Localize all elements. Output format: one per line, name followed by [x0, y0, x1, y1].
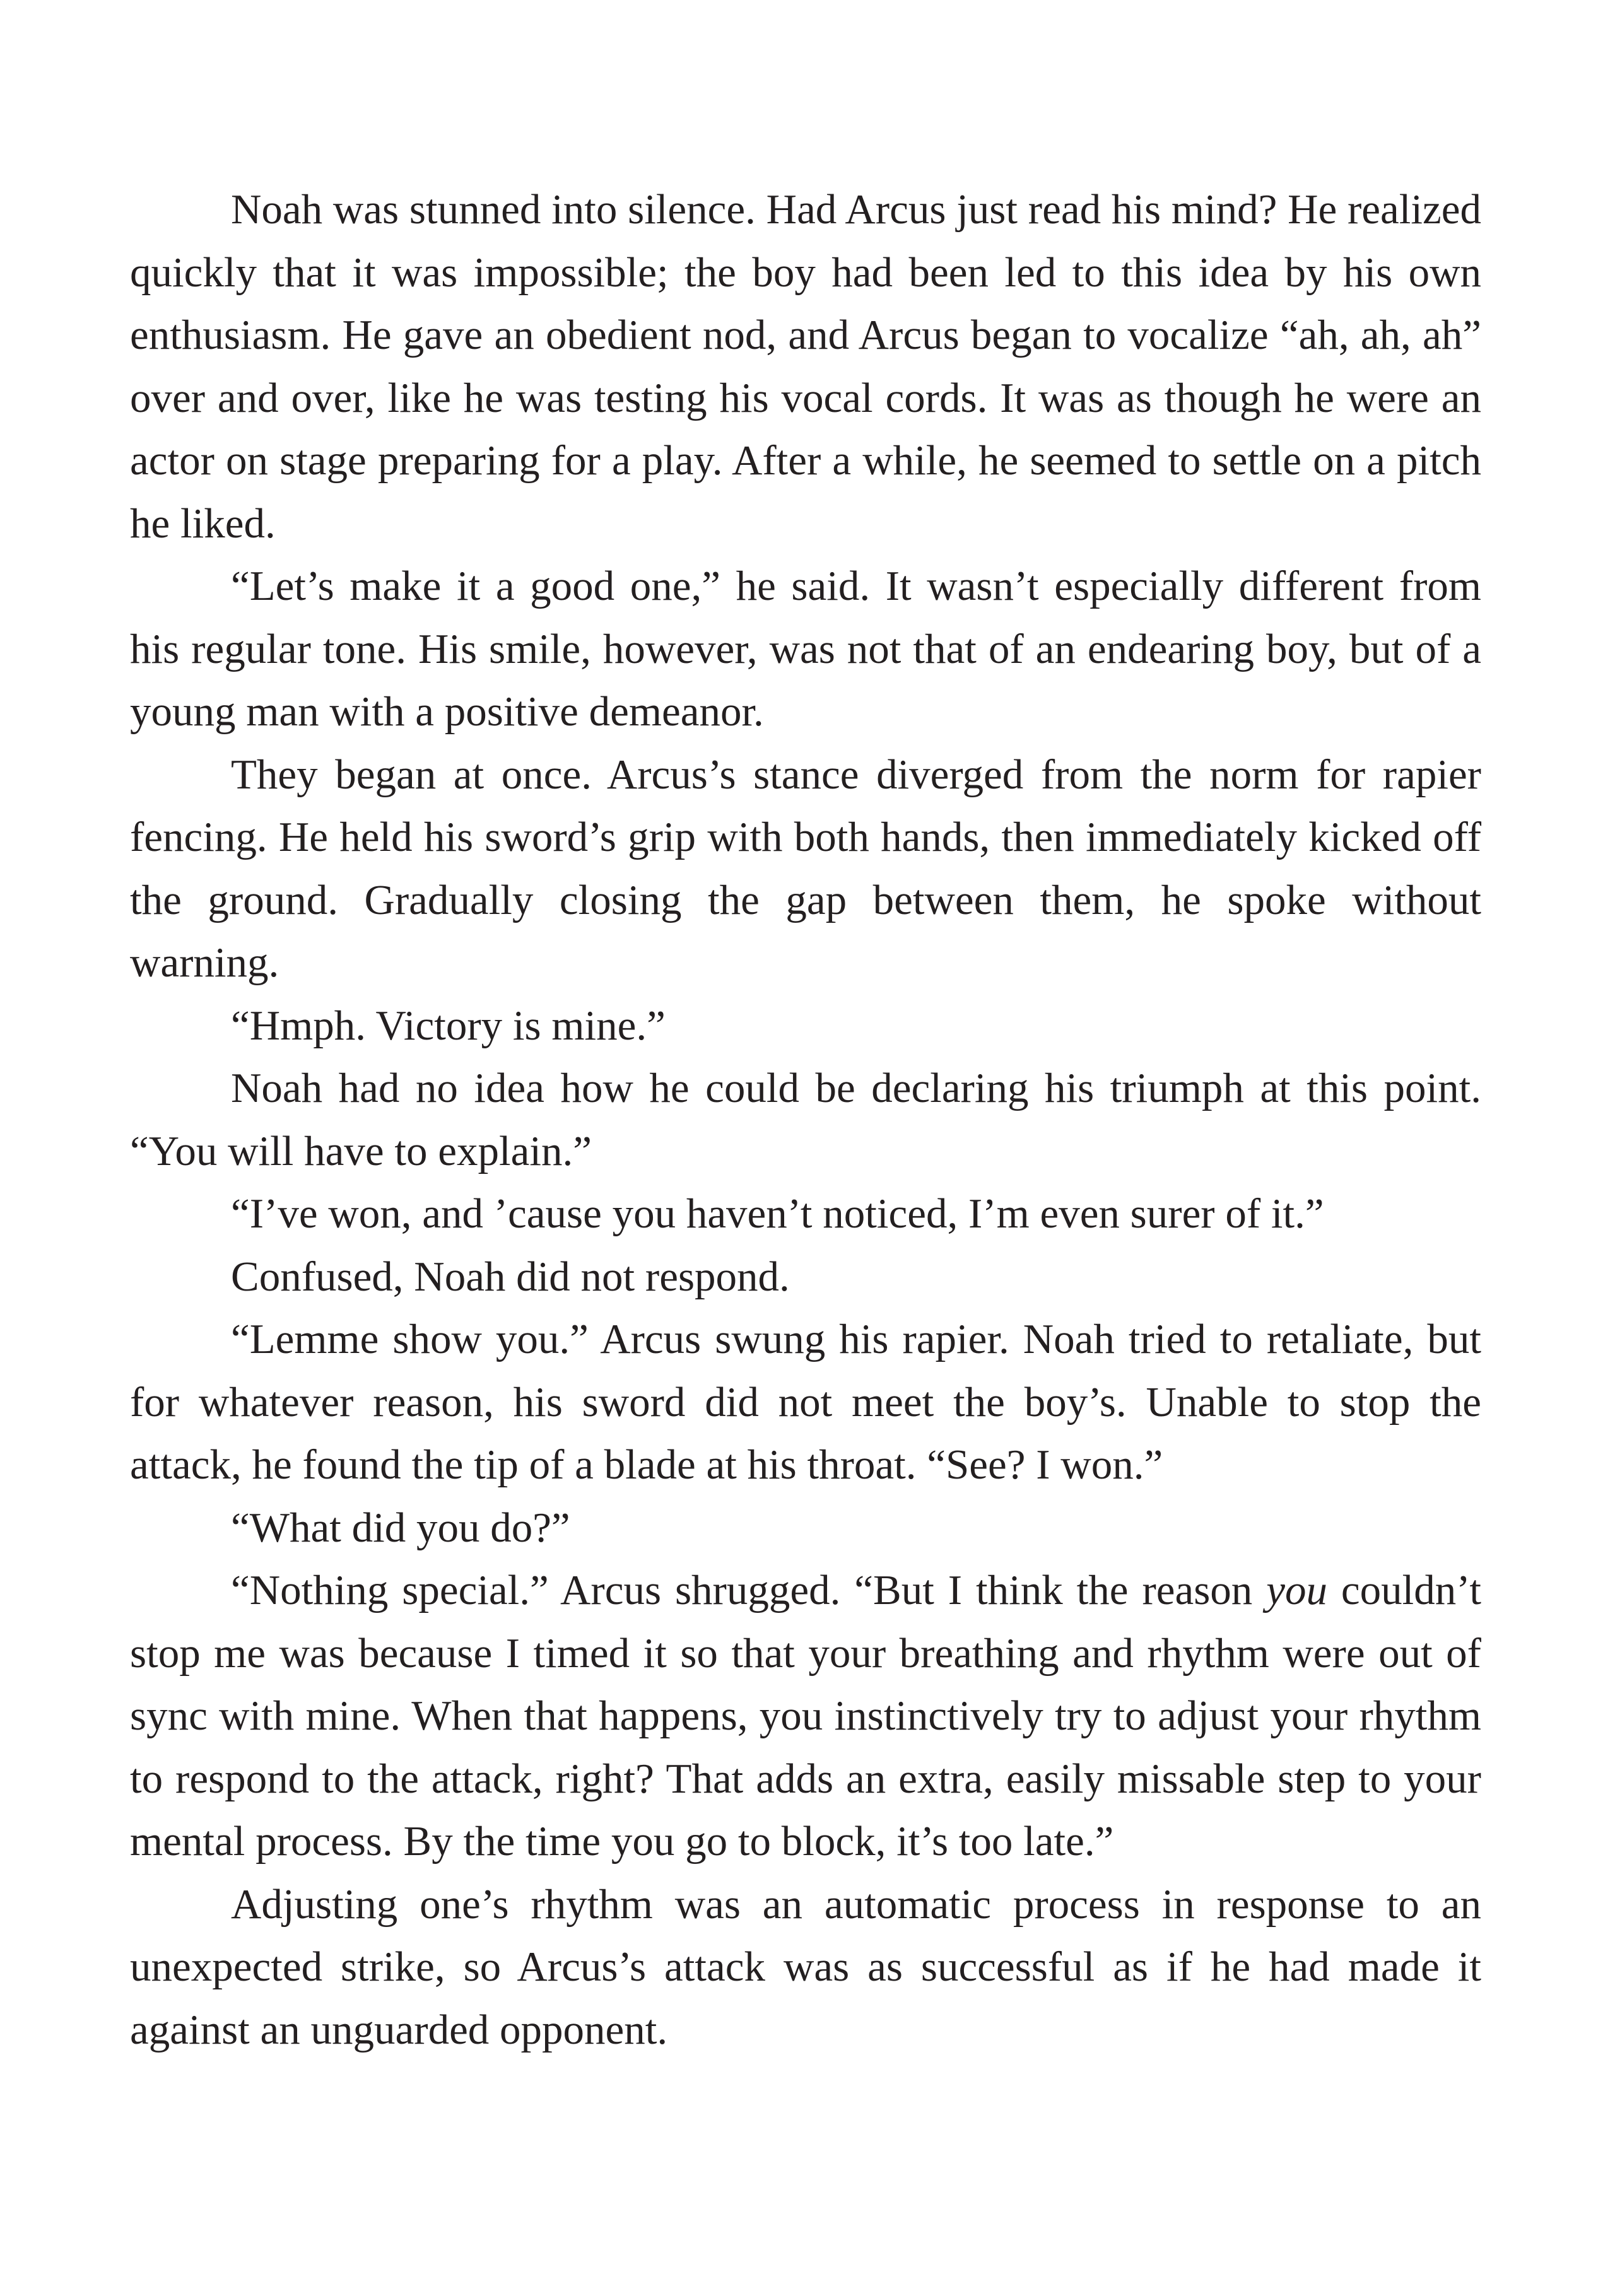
body-text — [130, 179, 1481, 2061]
paragraph: Confused, Noah did not respond. — [231, 1253, 790, 1300]
paragraph: They began at once. Arcus’s stance diverged from the norm for rapier fencing. He held his sword’s grip with both hands, then immediately kicked off the ground. Gradually closing the gap between them, he spoke without warning. — [130, 751, 1481, 986]
paragraph: Noah had no idea how he could be declaring his triumph at this point. “You will have to explain.” — [130, 1065, 1481, 1174]
paragraph: “What did you do?” — [231, 1504, 570, 1551]
paragraph-nothing-special — [130, 1559, 1481, 1873]
paragraph: “Let’s make it a good one,” he said. It wasn’t especially different from his regular tone. His smile, however, was not that of an endearing boy, but of a young man with a positive demeanor. — [130, 563, 1481, 735]
paragraph: “I’ve won, and ’cause you haven’t noticed, I’m even surer of it.” — [231, 1190, 1324, 1237]
paragraph-text-after: couldn’t stop me was because I timed it so that your breathing and rhythm were out of sync with mine. When that happens, you instinctively try to adjust your rhythm to respond to the attack, right? That adds an extra, easily missable step to your mental process. By the time you go to block, it’s too late.” — [130, 1567, 1481, 1865]
paragraph-final: Adjusting one’s rhythm was an automatic process in response to an unexpected strike, so Arcus’s attack was as successful as if he had made it against an unguarded opponent. — [130, 1880, 1481, 2053]
emphasized-word: you — [1266, 1567, 1327, 1614]
paragraph: Noah was stunned into silence. Had Arcus just read his mind? He realized quickly that it was impossible; the boy had been led to this idea by his own enthusiasm. He gave an obedient nod, and Arcus began to vocalize “ah, ah, ah” over and over, like he was testing his vocal cords. It was as though he were an actor on stage preparing for a play. After a while, he seemed to settle on a pitch he liked. — [130, 186, 1481, 547]
paragraph: “Hmph. Victory is mine.” — [231, 1002, 666, 1049]
paragraph: “Lemme show you.” Arcus swung his rapier. Noah tried to retaliate, but for whatever reason, his sword did not meet the boy’s. Unable to stop the attack, he found the tip of a blade at his throat. “See? I won.” — [130, 1316, 1481, 1488]
paragraph-text-before: “Nothing special.” Arcus shrugged. “But I think the reason — [231, 1567, 1267, 1614]
